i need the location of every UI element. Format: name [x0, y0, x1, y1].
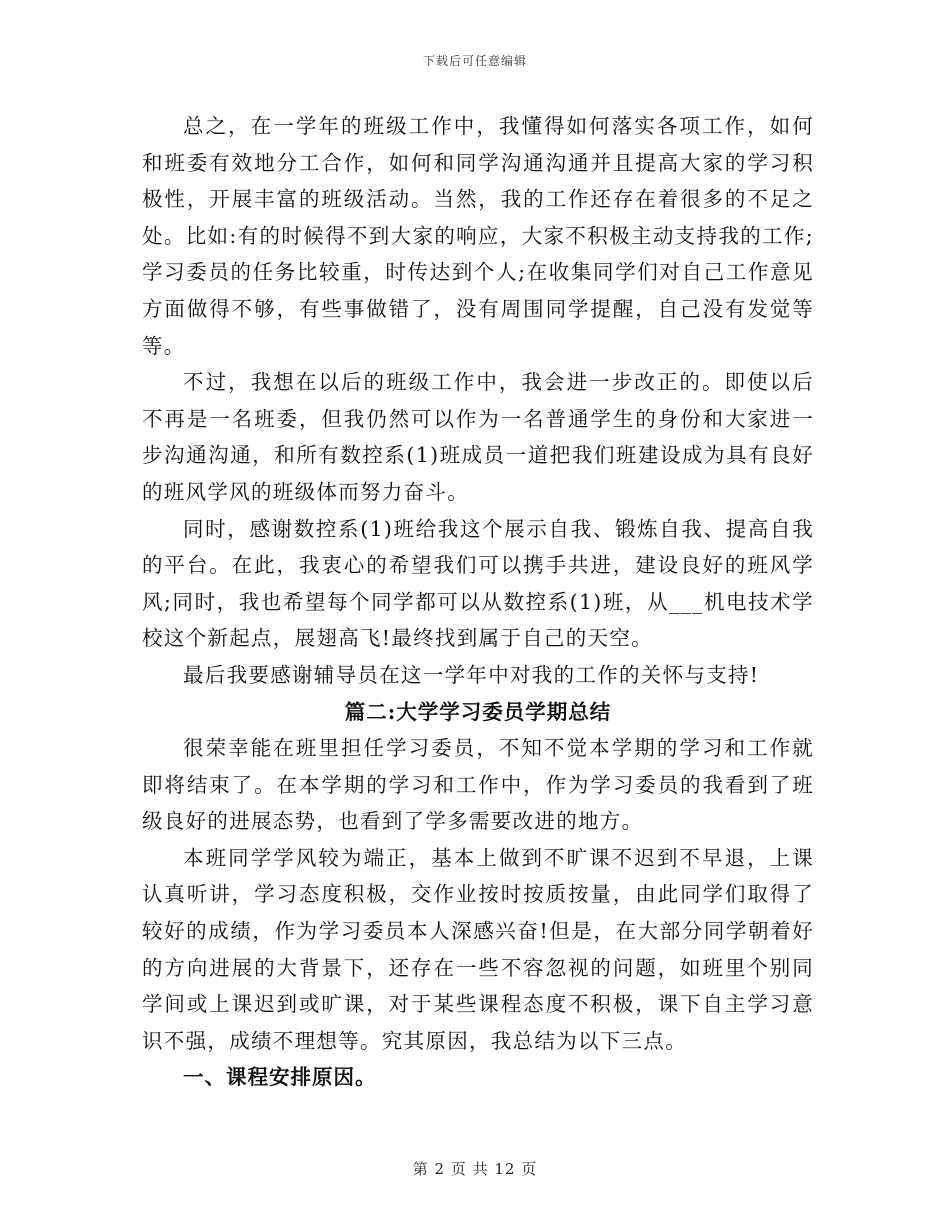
- paragraph-summary: 总之，在一学年的班级工作中，我懂得如何落实各项工作，如何和班委有效地分工合作，如何和同学沟通沟通并且提高大家的学习积极性，开展丰富的班级活动。当然，我的工作还存在着很多的不足之处。比如:有的时候得不到大家的响应，大家不积极主动支持我的工作;学习委员的任务比较重，时传达到个人;在收集同学们对自己工作意见方面做得不够，有些事做错了，没有周围同学提醒，自己没有发觉等等。: [142, 114, 814, 358]
- page-number: 第 2 页 共 12 页: [412, 1160, 538, 1178]
- section-title: 篇二:大学学习委员学期总结: [344, 699, 612, 724]
- subheading-course-arrangement: 一、课程安排原因。: [183, 1065, 377, 1090]
- paragraph-thanks-class: 同时，感谢数控系(1)班给我这个展示自我、锻炼自我、提高自我的平台。在此，我衷心的希望我们可以携手共进，建设良好的班风学风;同时，我也希望每个同学都可以从数控系(1)班，从___机电技术学校这个新起点，展翅高飞!最终找到属于自己的天空。: [142, 516, 814, 651]
- paragraph-future-plan: 不过，我想在以后的班级工作中，我会进一步改正的。即使以后不再是一名班委，但我仍然可以作为一名普通学生的身份和大家进一步沟通沟通，和所有数控系(1)班成员一道把我们班建设成为具有良好的班风学风的班级体而努力奋斗。: [142, 370, 814, 504]
- header-note: 下载后可任意编辑: [422, 54, 527, 68]
- paragraph-class-status: 本班同学学风较为端正，基本上做到不旷课不迟到不早退，上课认真听讲，学习态度积极，交作业按时按质按量，由此同学们取得了较好的成绩，作为学习委员本人深感兴奋!但是，在大部分同学朝着好的方向进展的大背景下，还存在一些不容忽视的问题，如班里个别同学间或上课迟到或旷课，对于某些课程态度不积极，课下自主学习意识不强，成绩不理想等。究其原因，我总结为以下三点。: [142, 845, 814, 1053]
- document-body: [142, 108, 814, 1096]
- paragraph-intro: 很荣幸能在班里担任学习委员，不知不觉本学期的学习和工作就即将结束了。在本学期的学习和工作中，作为学习委员的我看到了班级良好的进展态势，也看到了学多需要改进的地方。: [142, 736, 814, 834]
- paragraph-thanks-counselor: 最后我要感谢辅导员在这一学年中对我的工作的关怀与支持!: [183, 662, 760, 687]
